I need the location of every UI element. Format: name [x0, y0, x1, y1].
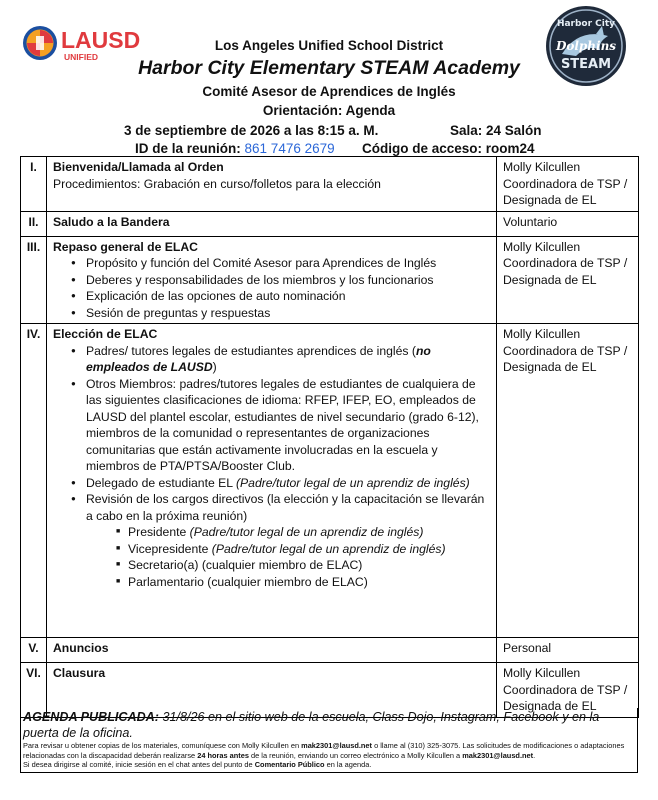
meeting-room: Sala: 24 Salón: [450, 123, 542, 138]
officer-role: Presidente: [128, 525, 190, 539]
notice-text: Si desea dirigirse al comité, inicie sesión en el chat antes del punto de: [23, 760, 255, 769]
officer-role: Secretario(a) (cualquier miembro de ELAC): [128, 558, 363, 572]
access-code: Código de acceso: room24: [362, 141, 535, 156]
list-item: ● Deberes y responsabilidades de los miembros y los funcionarios: [71, 272, 491, 289]
list-item-text: Padres/ tutores legales de estudiantes aprendices de inglés (: [86, 343, 416, 358]
meeting-id-link[interactable]: 861 7476 2679: [244, 141, 335, 156]
list-item-text: Revisión de los cargos directivos (la elección y la capacitación se llevarán a cabo en la próxima reunión): [86, 492, 485, 523]
notice-emphasis: Comentario Público: [254, 760, 325, 769]
section-number: III.: [21, 236, 47, 324]
section-owner: Molly Kilcullen Coordinadora de TSP / Designada de EL: [497, 663, 639, 718]
notice-text: de la reunión, enviando un correo electrónico a Molly Kilcullen a: [248, 750, 463, 760]
officer-note: (Padre/tutor legal de un aprendiz de inglés): [189, 525, 424, 539]
section-content: [47, 157, 497, 212]
document-footer: [20, 708, 638, 773]
section-number: II.: [21, 211, 47, 236]
officer-note: (Padre/tutor legal de un aprendiz de inglés): [211, 541, 446, 556]
agenda-title: Orientación: Agenda: [262, 103, 396, 118]
school-name: Harbor City Elementary STEAM Academy: [138, 57, 520, 79]
section-title: Anuncios: [53, 641, 109, 655]
meeting-date: 3 de septiembre de 2026 a las 8:15 a. M.: [124, 123, 379, 138]
materials-notice: [23, 741, 634, 760]
section-title: Clausura: [53, 666, 106, 680]
section-owner: Molly Kilcullen Coordinadora de TSP / Designada de EL: [497, 157, 639, 212]
document-header: [0, 0, 658, 160]
section-number: I.: [21, 157, 47, 212]
meeting-id: [135, 141, 335, 156]
committee-name: Comité Asesor de Aprendices de Inglés: [202, 84, 456, 99]
bullet-list: [53, 343, 491, 591]
published-notice: [23, 709, 634, 741]
lausd-logo-subtext: UNIFIED: [64, 52, 98, 62]
list-item-text: Delegado de estudiante EL: [86, 475, 236, 490]
contact-email[interactable]: mak2301@lausd.net: [462, 750, 534, 760]
table-row: [21, 236, 639, 324]
meeting-id-label: ID de la reunión:: [135, 141, 241, 156]
list-item: [71, 475, 491, 492]
list-item: ● Explicación de las opciones de auto nominación: [71, 288, 491, 305]
section-owner: Voluntario: [497, 211, 639, 236]
section-title: Repaso general de ELAC: [53, 239, 198, 254]
table-row: [21, 638, 639, 663]
list-item: [71, 491, 491, 590]
notice-text: o llame al (310) 325-3075. Las solicitudes de modificaciones o adaptaciones relacionadas con la discapacidad deberán realizarse: [23, 741, 625, 760]
officer-role: Vicepresidente: [128, 541, 212, 556]
section-title: Elección de ELAC: [53, 327, 158, 341]
section-title: Saludo a la Bandera: [53, 214, 170, 229]
officer-item: [116, 574, 491, 591]
list-item-emphasis: (Padre/tutor legal de un aprendiz de inglés): [235, 475, 470, 490]
section-owner: Molly Kilcullen Coordinadora de TSP / Designada de EL: [497, 236, 639, 324]
section-content: [47, 236, 497, 324]
section-owner: Molly Kilcullen Coordinadora de TSP / Designada de EL: [497, 324, 639, 638]
table-row: [21, 211, 639, 236]
officer-item: [116, 541, 491, 558]
section-note: Procedimientos: Grabación en curso/folletos para la elección: [53, 176, 381, 191]
table-row: [21, 157, 639, 212]
section-content: [47, 211, 497, 236]
notice-text: .: [533, 750, 536, 760]
list-item: [71, 343, 491, 376]
steam-logo-top: Harbor City: [556, 19, 616, 29]
list-item: ● Propósito y función del Comité Asesor para Aprendices de Inglés: [71, 255, 491, 272]
public-comment-notice: [23, 760, 634, 770]
agenda-table: [20, 156, 639, 718]
officer-item: [116, 524, 491, 541]
section-owner: Personal: [497, 638, 639, 663]
notice-emphasis: 24 horas antes: [197, 750, 249, 760]
table-row: [21, 324, 639, 638]
list-item-emphasis: no empleados de LAUSD: [86, 343, 431, 374]
officer-list: [86, 524, 491, 590]
section-number: VI.: [21, 663, 47, 718]
list-item: ● Otros Miembros: padres/tutores legales de estudiantes de cualquiera de las siguientes clasificaciones de idioma: RFEP, IFEP, EO, empleados de LAUSD del plantel escolar, estudiantes de nivel secundario (grado 6-12), miembros de la comunidad o representantes de organizaciones comunitarias que están activamente involucradas en la escuela y miembros de PTA/PTSA/Booster Club.: [71, 376, 491, 475]
notice-text: en la agenda.: [324, 760, 372, 769]
bullet-list: [53, 255, 491, 321]
list-item: ● Sesión de preguntas y respuestas: [71, 305, 491, 322]
notice-text: Para revisar u obtener copias de los materiales, comuníquese con Molly Kilcullen en: [23, 741, 302, 750]
published-text: 31/8/26 en el sitio web de la escuela, Class Dojo, Instagram, Facebook y en la puerta de la oficina.: [23, 710, 600, 740]
steam-logo-bottom: STEAM: [560, 57, 612, 72]
contact-email[interactable]: mak2301@lausd.net: [301, 741, 373, 750]
lausd-logo-text: LAUSD: [61, 27, 141, 53]
officer-item: [116, 557, 491, 574]
list-item-text: ): [212, 360, 217, 374]
published-label: AGENDA PUBLICADA:: [23, 710, 159, 724]
section-content: [47, 638, 497, 663]
section-content: [47, 324, 497, 638]
steam-logo-middle: Dolphins: [555, 39, 617, 53]
district-name: Los Angeles Unified School District: [214, 38, 444, 53]
section-number: V.: [21, 638, 47, 663]
officer-role: Parlamentario (cualquier miembro de ELAC): [128, 574, 368, 589]
section-title: Bienvenida/Llamada al Orden: [53, 160, 224, 174]
steam-dolphin-logo: [538, 4, 634, 88]
section-number: IV.: [21, 324, 47, 638]
